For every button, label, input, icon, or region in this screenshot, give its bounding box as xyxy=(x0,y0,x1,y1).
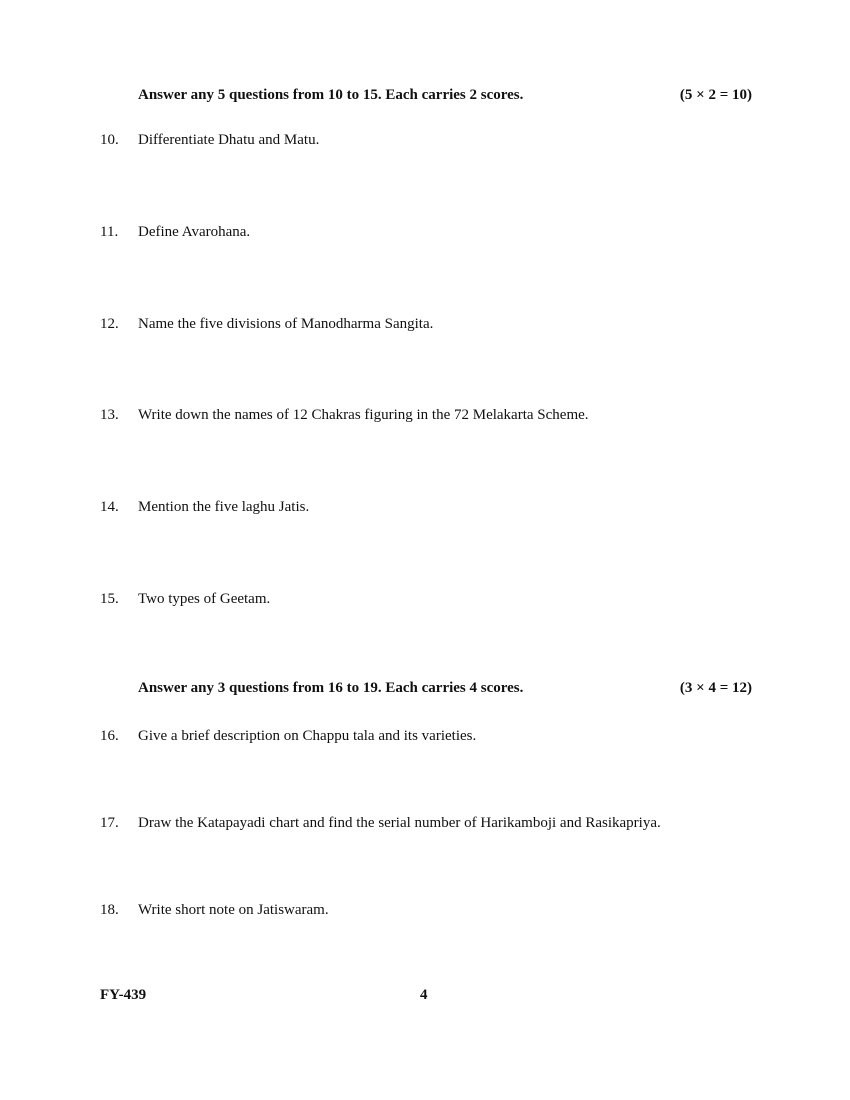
question-number: 13. xyxy=(100,407,119,423)
question-text: Mention the five laghu Jatis. xyxy=(138,499,310,515)
question-text: Name the five divisions of Manodharma Sangita. xyxy=(138,316,434,332)
question-text: Define Avarohana. xyxy=(138,224,251,240)
section-a-header xyxy=(138,87,752,104)
question-text: Write short note on Jatiswaram. xyxy=(138,902,329,918)
question-text: Draw the Katapayadi chart and find the serial number of Harikamboji and Rasikapriya. xyxy=(138,815,661,831)
section-b-header xyxy=(138,680,752,697)
question-number: 15. xyxy=(100,591,119,607)
question-text: Write down the names of 12 Chakras figuring in the 72 Melakarta Scheme. xyxy=(138,407,589,423)
section-b-instruction: Answer any 3 questions from 16 to 19. Each carries 4 scores. xyxy=(138,680,524,696)
section-b-marks: (3 × 4 = 12) xyxy=(679,680,752,696)
page-number: 4 xyxy=(420,987,428,1003)
question-13 xyxy=(100,407,589,424)
question-11 xyxy=(100,224,250,241)
section-a-instruction: Answer any 5 questions from 10 to 15. Each carries 2 scores. xyxy=(138,87,524,103)
question-number: 14. xyxy=(100,499,119,515)
question-number: 10. xyxy=(100,132,119,148)
question-text: Give a brief description on Chappu tala and its varieties. xyxy=(138,728,477,744)
question-number: 12. xyxy=(100,316,119,332)
question-12 xyxy=(100,316,433,333)
question-number: 17. xyxy=(100,815,119,831)
question-16 xyxy=(100,728,476,745)
question-number: 11. xyxy=(100,224,119,240)
question-15 xyxy=(100,591,270,608)
question-17 xyxy=(100,815,661,832)
question-14 xyxy=(100,499,309,516)
question-number: 18. xyxy=(100,902,119,918)
question-number: 16. xyxy=(100,728,119,744)
question-18 xyxy=(100,902,329,919)
question-10 xyxy=(100,132,319,149)
paper-code: FY-439 xyxy=(100,987,147,1003)
question-text: Two types of Geetam. xyxy=(138,591,271,607)
question-text: Differentiate Dhatu and Matu. xyxy=(138,132,320,148)
section-a-marks: (5 × 2 = 10) xyxy=(679,87,752,103)
